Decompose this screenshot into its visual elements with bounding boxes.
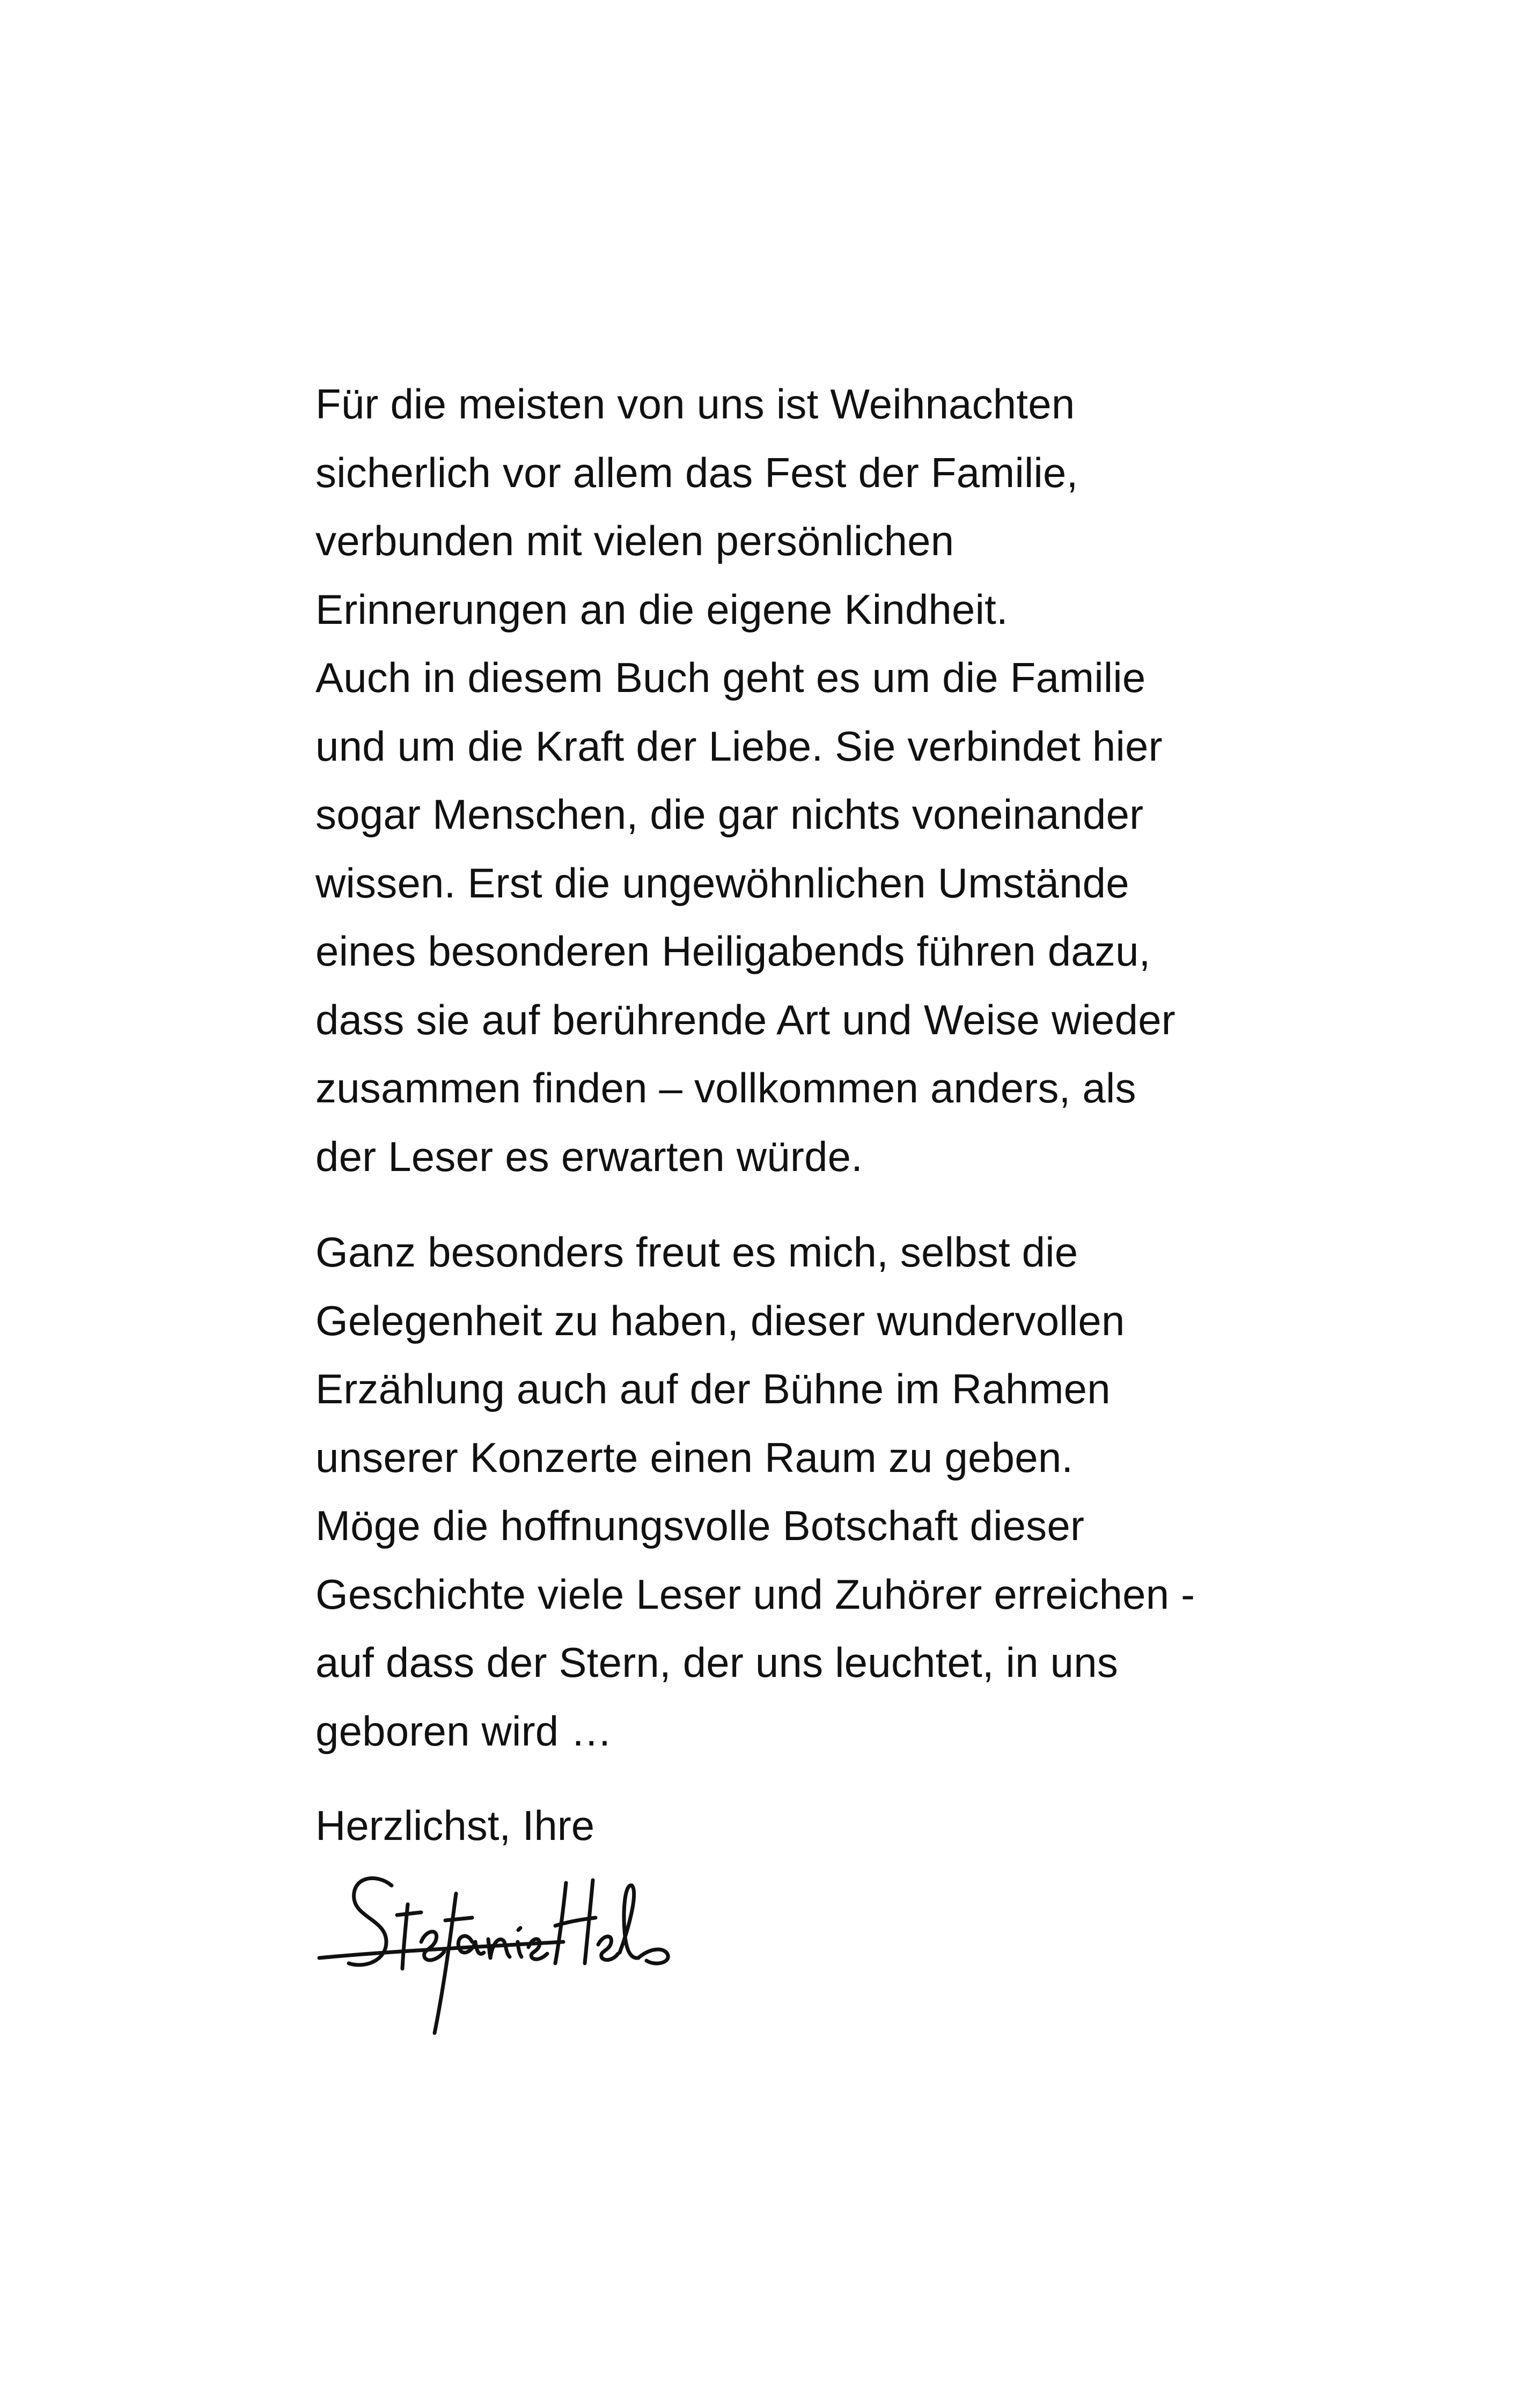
paragraph-2 [315, 1218, 1281, 1765]
text-line: eines besonderen Heiligabends führen dazu, [315, 927, 1151, 975]
text-line: Geschichte viele Leser und Zuhörer erreichen - [315, 1570, 1195, 1618]
text-line: der Leser es erwarten würde. [315, 1132, 863, 1180]
text-line: verbunden mit vielen persönlichen [315, 517, 954, 564]
paragraph-1 [315, 370, 1281, 1191]
text-line: wissen. Erst die ungewöhnlichen Umstände [315, 859, 1129, 907]
text-line: zusammen finden – vollkommen anders, als [315, 1064, 1136, 1111]
text-line: Möge die hoffnungsvolle Botschaft dieser [315, 1502, 1085, 1549]
handwritten-signature-icon [311, 1861, 687, 2038]
text-line: Erinnerungen an die eigene Kindheit. [315, 585, 1008, 633]
text-line: sicherlich vor allem das Fest der Familie, [315, 448, 1078, 496]
paragraph-spacer [315, 1191, 1281, 1218]
text-line: dass sie auf berührende Art und Weise wieder [315, 996, 1175, 1043]
text-line: geboren wird … [315, 1707, 613, 1755]
text-line: Gelegenheit zu haben, dieser wundervollen [315, 1297, 1125, 1344]
text-line: sogar Menschen, die gar nichts voneinander [315, 791, 1144, 838]
text-line: Erzählung auch auf der Bühne im Rahmen [315, 1365, 1111, 1412]
text-line: unserer Konzerte einen Raum zu geben. [315, 1433, 1074, 1481]
text-line: Ganz besonders freut es mich, selbst die [315, 1228, 1078, 1276]
text-line: und um die Kraft der Liebe. Sie verbindet hier [315, 722, 1163, 770]
text-line: Auch in diesem Buch geht es um die Familie [315, 654, 1146, 701]
text-line: Für die meisten von uns ist Weihnachten [315, 380, 1075, 428]
closing-greeting: Herzlichst, Ihre [315, 1802, 595, 1849]
text-line: auf dass der Stern, der uns leuchtet, in uns [315, 1639, 1119, 1686]
letter-body [315, 370, 1281, 1765]
